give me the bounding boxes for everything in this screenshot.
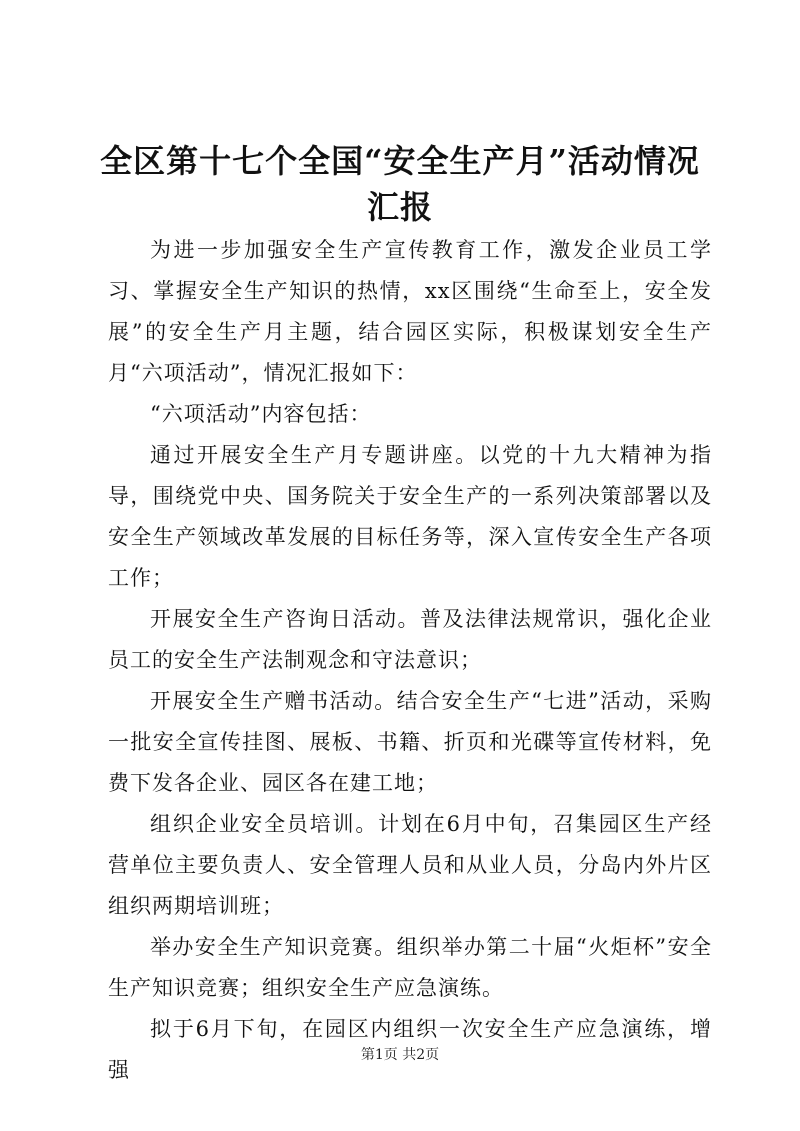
paragraph: “六项活动”内容包括： xyxy=(150,402,372,426)
paragraph: 通过开展安全生产月专题讲座。以党的十九大精神为指导，围绕党中央、国务院关于安全生产的一系列决策部署以及安全生产领域改革发展的目标任务等，深入宣传安全生产各项工作； xyxy=(108,443,712,590)
paragraph: 为进一步加强安全生产宣传教育工作，激发企业员工学习、掌握安全生产知识的热情，xx区围绕“生命至上，安全发展”的安全生产月主题，结合园区实际，积极谋划安全生产月“六项活动”，情况汇报如下： xyxy=(108,238,712,385)
paragraph: 开展安全生产咨询日活动。普及法律法规常识，强化企业员工的安全生产法制观念和守法意识； xyxy=(108,607,712,672)
page-number: 第1页 共2页 xyxy=(360,1047,440,1063)
paragraph: 组织企业安全员培训。计划在6月中旬，召集园区生产经营单位主要负责人、安全管理人员和从业人员，分岛内外片区组织两期培训班； xyxy=(108,812,712,918)
page-footer xyxy=(0,1045,800,1065)
document-title: 全区第十七个全国“安全生产月”活动情况汇报 xyxy=(100,142,700,226)
paragraph: 拟于6月下旬，在园区内组织一次安全生产应急演练，增强 xyxy=(108,1017,712,1082)
document-body xyxy=(108,230,712,1091)
paragraph: 举办安全生产知识竞赛。组织举办第二十届“火炬杯”安全生产知识竞赛；组织安全生产应急演练。 xyxy=(108,935,712,1000)
paragraph: 开展安全生产赠书活动。结合安全生产“七进”活动，采购一批安全宣传挂图、展板、书籍、折页和光碟等宣传材料，免费下发各企业、园区各在建工地； xyxy=(108,689,712,795)
